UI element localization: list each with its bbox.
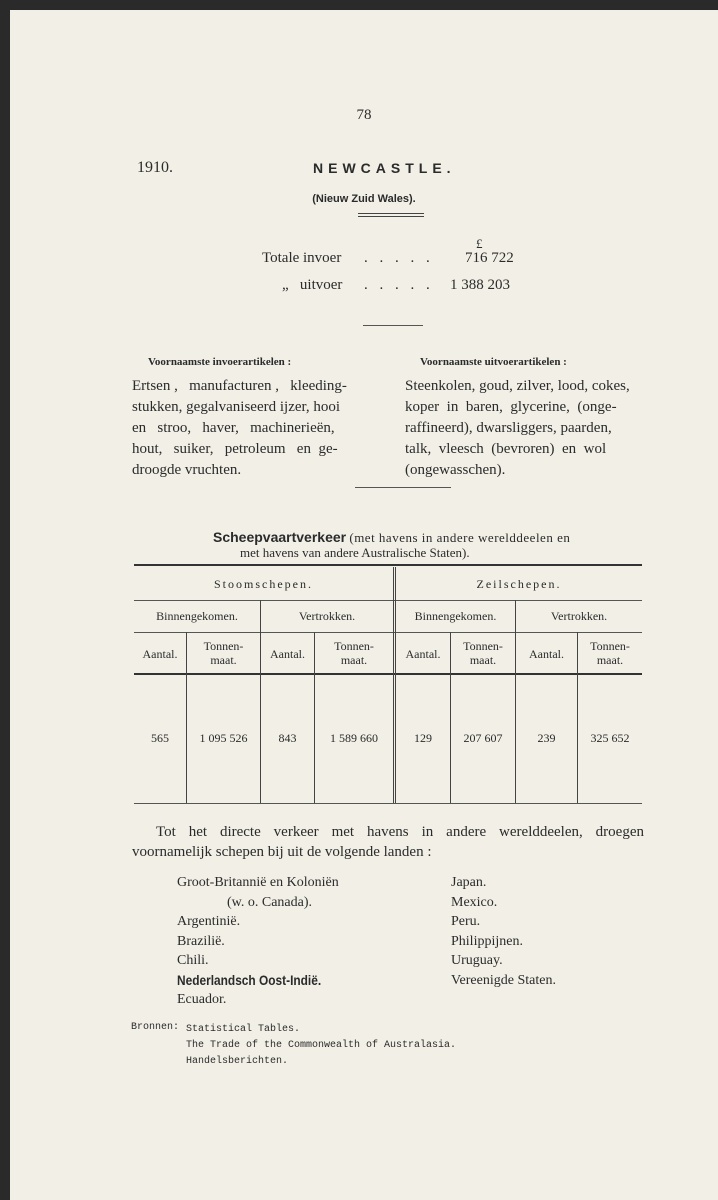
table-cell: 129 <box>414 731 432 745</box>
country-item: (w. o. Canada). <box>227 894 313 910</box>
exports-heading: Voornaamste uitvoerartikelen : <box>420 356 567 368</box>
document-page <box>10 10 718 1200</box>
col-count: Aantal. <box>270 647 305 661</box>
countries-right <box>451 873 556 990</box>
shipping-title <box>213 529 570 546</box>
country-item: Peru. <box>451 914 481 929</box>
region-subtitle: (Nieuw Zuid Wales). <box>312 193 416 205</box>
total-import-label: Totale invoer <box>262 250 342 266</box>
shipping-title-bold: Scheepvaartverkeer <box>213 529 347 545</box>
country-item: Groot-Britannië en Koloniën <box>177 875 339 890</box>
col-tonnage-line: Tonnen- <box>590 639 630 653</box>
country-item: Uruguay. <box>451 953 503 968</box>
section-rule <box>355 487 451 488</box>
col-tonnage-line: maat. <box>469 653 497 667</box>
country-item: Brazilië. <box>177 933 225 949</box>
sources-label: Bronnen: <box>131 1022 180 1033</box>
table-row-rule <box>134 632 642 633</box>
shipping-subtitle-2: met havens van andere Australische Staten). <box>240 545 470 560</box>
steam-out-header: Vertrokken. <box>298 609 356 623</box>
country-item: Chili. <box>177 953 209 968</box>
sources-list <box>186 1022 456 1070</box>
shipping-subtitle-1: (met havens in andere werelddeelen en <box>349 530 571 545</box>
table-cell: 207 607 <box>463 731 503 745</box>
imports-heading: Voornaamste invoerartikelen : <box>148 356 292 368</box>
table-cell: 1 095 526 <box>199 731 248 745</box>
year-label: 1910. <box>137 159 173 176</box>
imports-line: droogde vruchten. <box>132 462 242 478</box>
col-tonnage-line: Tonnen- <box>463 639 503 653</box>
imports-line: en stroo, haver, machinerieën, <box>132 420 335 436</box>
exports-line: koper in baren, glycerine, (onge- <box>405 399 617 415</box>
col-count: Aantal. <box>405 647 441 661</box>
source-item: Statistical Tables. <box>186 1024 301 1035</box>
total-import-value: 716 722 <box>465 250 514 266</box>
page-number: 78 <box>356 107 372 123</box>
col-count: Aantal. <box>142 647 178 661</box>
exports-line: talk, vleesch (bevroren) en wol <box>405 441 607 457</box>
intro-line: voornamelijk schepen bij uit de volgende landen : <box>132 844 432 860</box>
table-col-divider <box>260 600 261 803</box>
country-item: Mexico. <box>451 894 498 910</box>
col-tonnage-line: Tonnen- <box>203 639 244 653</box>
country-item: Vereenigde Staten. <box>451 972 556 988</box>
steam-header: Stoomschepen. <box>214 577 313 591</box>
col-tonnage <box>578 639 642 667</box>
total-import-dots: . . . . . <box>364 250 434 266</box>
exports-text <box>405 376 655 481</box>
intro-line: Tot het directe verkeer met havens in andere werelddeelen, droegen <box>156 824 644 840</box>
exports-line: raffineerd), dwarsliggers, paarden, <box>405 420 612 436</box>
countries-intro <box>132 822 644 862</box>
country-item: Argentinië. <box>177 914 241 929</box>
table-top-rule <box>134 564 642 566</box>
col-tonnage <box>451 639 515 667</box>
table-group-divider <box>393 567 396 803</box>
table-cell: 1 589 660 <box>330 731 378 745</box>
table-cell: 325 652 <box>590 731 630 745</box>
title-rule <box>358 213 424 217</box>
col-tonnage-line: maat. <box>340 653 368 667</box>
country-item: Nederlandsch Oost-Indië. <box>177 971 322 988</box>
currency-symbol: £ <box>476 236 483 251</box>
city-title: NEWCASTLE. <box>313 160 456 176</box>
imports-line: stukken, gegalvaniseerd ijzer, hooi <box>132 399 341 415</box>
country-item: Ecuador. <box>177 992 227 1007</box>
col-tonnage <box>187 639 260 667</box>
table-row-rule <box>134 600 642 601</box>
source-item: Handelsberichten. <box>186 1056 289 1067</box>
exports-line: Steenkolen, goud, zilver, lood, cokes, <box>405 378 630 394</box>
country-item: Japan. <box>451 875 487 890</box>
sail-header: Zeilschepen. <box>476 577 562 591</box>
total-export-value: 1 388 203 <box>450 277 510 293</box>
total-export-label: „ uitvoer <box>282 277 343 293</box>
col-tonnage-line: maat. <box>596 653 624 667</box>
table-cell: 843 <box>278 731 297 745</box>
table-col-divider <box>515 600 516 803</box>
table-cell: 565 <box>151 731 169 745</box>
countries-left <box>177 873 347 1010</box>
col-count: Aantal. <box>529 647 564 661</box>
col-tonnage-line: maat. <box>210 653 237 667</box>
table-bottom-rule <box>134 803 642 804</box>
imports-line: Ertsen , manufacturen , kleeding- <box>132 378 347 394</box>
exports-line: (ongewasschen). <box>405 462 506 478</box>
imports-line: hout, suiker, petroleum en ge- <box>132 441 338 457</box>
source-item: The Trade of the Commonwealth of Australasia. <box>186 1040 457 1051</box>
total-import-row <box>10 250 718 270</box>
col-tonnage-line: Tonnen- <box>334 639 374 653</box>
total-export-row <box>10 277 718 297</box>
country-item: Philippijnen. <box>451 933 523 949</box>
table-cell: 239 <box>537 731 556 745</box>
sail-out-header: Vertrokken. <box>550 609 608 623</box>
steam-in-header: Binnengekomen. <box>156 609 238 623</box>
sail-in-header: Binnengekomen. <box>414 609 497 623</box>
imports-text <box>132 376 382 481</box>
table-header-rule <box>134 673 642 675</box>
col-tonnage <box>315 639 393 667</box>
totals-rule <box>363 325 423 326</box>
total-export-dots: . . . . . <box>364 277 434 293</box>
